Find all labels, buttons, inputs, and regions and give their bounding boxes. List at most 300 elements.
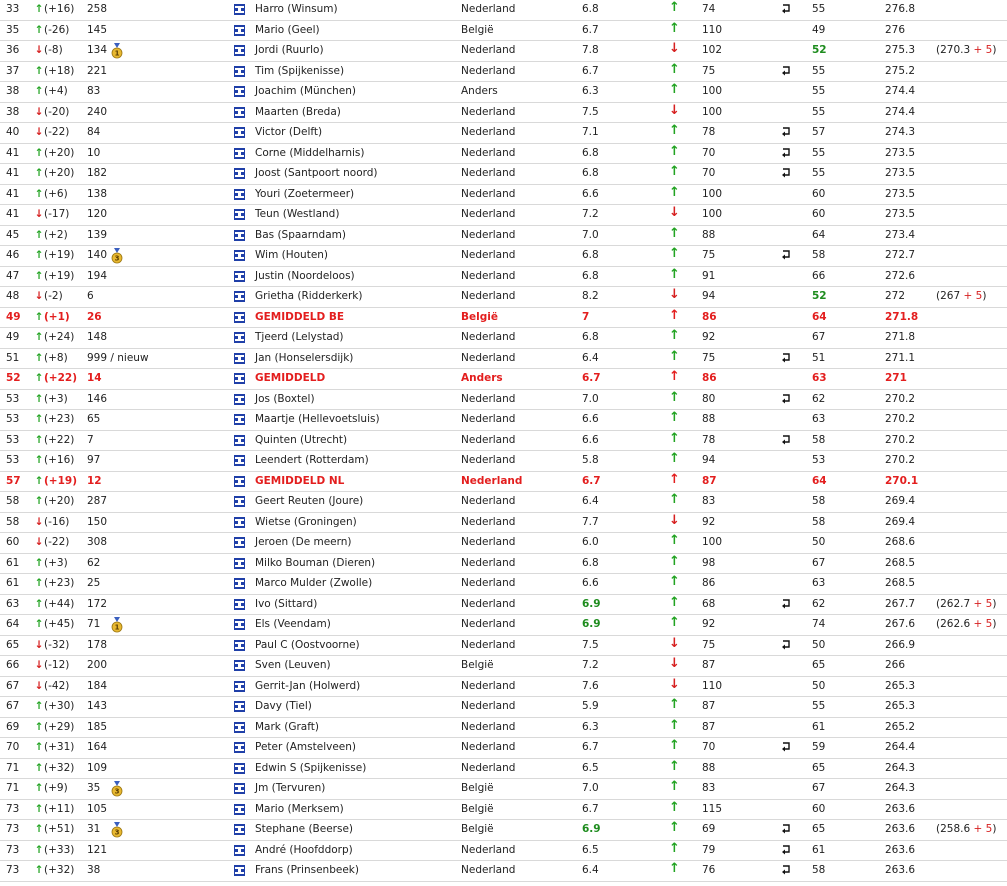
- table-row: [0, 472, 1007, 493]
- score-cell: 7.0: [582, 392, 599, 405]
- player-name[interactable]: GEMIDDELD: [255, 372, 326, 384]
- return-arrow-icon: [780, 598, 792, 610]
- points-cell: 87: [702, 474, 717, 487]
- player-name[interactable]: Wim (Houten): [255, 249, 329, 261]
- rank-cell: 70: [6, 741, 20, 753]
- arrow-up-icon: ↑: [34, 597, 44, 610]
- flag-icon: [234, 394, 245, 405]
- rank-change-cell: [34, 576, 74, 591]
- flag-icon: [234, 86, 245, 97]
- previous-rank-cell: 134: [87, 44, 108, 56]
- previous-rank-cell: 240: [87, 105, 108, 118]
- count-cell: 59: [812, 741, 826, 753]
- total-cell: 272.6: [885, 269, 916, 282]
- country-cell: Nederland: [461, 741, 516, 753]
- table-row: [0, 308, 1007, 329]
- country-cell: Nederland: [461, 433, 516, 446]
- arrow-down-icon: ↓: [34, 290, 44, 302]
- rank-cell: 71: [6, 761, 20, 774]
- rank-cell: 61: [6, 577, 20, 589]
- flag-icon: [234, 619, 245, 630]
- rank-change-cell: [34, 843, 74, 858]
- rank-change-cell: [34, 740, 74, 755]
- rank-change-cell: [34, 494, 74, 509]
- country-cell: België: [461, 782, 494, 794]
- country-cell: Nederland: [461, 474, 523, 487]
- arrow-up-icon: ↑: [34, 228, 44, 241]
- rank-cell: 67: [6, 700, 20, 712]
- rank-change-cell: [34, 166, 74, 181]
- total-cell: 272: [885, 290, 906, 302]
- return-arrow-icon: [780, 393, 792, 405]
- table-row: [0, 164, 1007, 185]
- rank-change-value: (+3): [44, 392, 68, 405]
- arrow-up-icon: ↑: [34, 556, 44, 569]
- player-name[interactable]: Jordi (Ruurlo): [255, 44, 324, 56]
- player-name[interactable]: GEMIDDELD BE: [255, 310, 344, 323]
- rank-cell: 49: [6, 331, 20, 343]
- rank-change-cell: [34, 433, 74, 448]
- player-name[interactable]: Paul C (Oostvoorne): [255, 638, 360, 651]
- trend-up-icon: ↑: [669, 389, 680, 405]
- score-cell: 7.5: [582, 105, 599, 118]
- count-cell: 64: [812, 310, 827, 323]
- rank-cell: 73: [6, 823, 20, 835]
- table-row: [0, 431, 1007, 452]
- points-cell: 83: [702, 782, 716, 794]
- player-name[interactable]: Corne (Middelharnis): [255, 146, 365, 159]
- score-cell: 6.8: [582, 3, 599, 15]
- points-cell: 100: [702, 208, 723, 220]
- country-cell: Nederland: [461, 269, 516, 282]
- points-cell: 86: [702, 372, 717, 384]
- player-name[interactable]: Els (Veendam): [255, 618, 331, 630]
- arrow-down-icon: ↓: [34, 536, 44, 548]
- total-cell: 264.3: [885, 782, 916, 794]
- points-cell: 75: [702, 249, 716, 261]
- trend-up-icon: ↑: [669, 307, 680, 323]
- player-name[interactable]: Ivo (Sittard): [255, 597, 318, 610]
- player-name[interactable]: Youri (Zoetermeer): [255, 187, 355, 200]
- total-cell: 276: [885, 23, 906, 36]
- rank-change-value: (-12): [44, 659, 70, 671]
- rank-cell: 60: [6, 536, 20, 548]
- previous-rank-cell: 138: [87, 187, 108, 200]
- total-cell: 270.2: [885, 454, 916, 466]
- trend-up-icon: ↑: [669, 123, 680, 138]
- rank-change-cell: [34, 392, 68, 407]
- flag-icon: [234, 701, 245, 712]
- rank-change-value: (+18): [44, 64, 75, 77]
- country-cell: Nederland: [461, 3, 516, 15]
- previous-rank-cell: 164: [87, 741, 108, 753]
- table-row: [0, 185, 1007, 206]
- arrow-up-icon: ↑: [34, 23, 44, 36]
- total-cell: 271.8: [885, 310, 919, 323]
- total-cell: 265.3: [885, 700, 916, 712]
- points-cell: 100: [702, 536, 723, 548]
- player-name[interactable]: Harro (Winsum): [255, 3, 338, 15]
- rank-cell: 41: [6, 167, 20, 179]
- player-name[interactable]: Davy (Tiel): [255, 700, 312, 712]
- country-cell: Nederland: [461, 167, 516, 179]
- total-cell: 263.6: [885, 864, 916, 876]
- rank-change-value: (-20): [44, 105, 70, 118]
- score-cell: 6.8: [582, 556, 599, 569]
- rank-change-value: (+19): [44, 269, 75, 282]
- table-row: [0, 328, 1007, 349]
- flag-icon: [234, 517, 245, 528]
- count-cell: 66: [812, 269, 826, 282]
- score-cell: 6.8: [582, 167, 599, 179]
- player-name[interactable]: Maartje (Hellevoetsluis): [255, 413, 380, 425]
- player-name[interactable]: Wietse (Groningen): [255, 515, 357, 528]
- score-cell: 7: [582, 310, 590, 323]
- country-cell: België: [461, 823, 494, 835]
- player-name[interactable]: Joost (Santpoort noord): [255, 167, 378, 179]
- arrow-up-icon: ↑: [34, 167, 44, 179]
- points-cell: 78: [702, 126, 716, 138]
- player-name[interactable]: Mark (Graft): [255, 720, 319, 733]
- previous-rank-cell: 182: [87, 167, 108, 179]
- rank-change-value: (+16): [44, 3, 75, 15]
- player-name[interactable]: Tim (Spijkenisse): [255, 64, 345, 77]
- country-cell: Nederland: [461, 515, 516, 528]
- total-cell: 270.2: [885, 433, 916, 446]
- arrow-up-icon: ↑: [34, 3, 44, 15]
- country-cell: Nederland: [461, 679, 516, 692]
- count-cell: 65: [812, 761, 826, 774]
- previous-rank-cell: 287: [87, 495, 108, 507]
- total-cell: 267.6: [885, 618, 916, 630]
- total-cell: 263.6: [885, 802, 916, 815]
- rank-cell: 52: [6, 372, 21, 384]
- table-row: [0, 738, 1007, 759]
- previous-rank-cell: 6: [87, 290, 94, 302]
- player-name[interactable]: Grietha (Ridderkerk): [255, 290, 363, 302]
- return-arrow-icon: [780, 823, 792, 835]
- previous-rank-cell: 200: [87, 659, 108, 671]
- player-name[interactable]: Mario (Geel): [255, 23, 320, 36]
- previous-rank-cell: 62: [87, 556, 101, 569]
- table-row: [0, 820, 1007, 841]
- player-name[interactable]: Justin (Noordeloos): [255, 269, 355, 282]
- arrow-up-icon: ↑: [34, 823, 44, 835]
- arrow-up-icon: ↑: [34, 741, 44, 753]
- table-row: [0, 697, 1007, 718]
- player-name[interactable]: Victor (Delft): [255, 126, 323, 138]
- table-row: [0, 62, 1007, 83]
- points-cell: 88: [702, 413, 716, 425]
- player-name[interactable]: Stephane (Beerse): [255, 823, 354, 835]
- arrow-up-icon: ↑: [34, 249, 44, 261]
- rank-cell: 53: [6, 433, 20, 446]
- table-row: [0, 615, 1007, 636]
- count-cell: 52: [812, 290, 827, 302]
- country-cell: Anders: [461, 85, 498, 97]
- previous-rank-cell: 148: [87, 331, 108, 343]
- arrow-down-icon: ↓: [34, 44, 44, 56]
- rank-change-value: (+19): [44, 474, 78, 487]
- player-name[interactable]: Peter (Amstelveen): [255, 741, 357, 753]
- player-name[interactable]: Marco Mulder (Zwolle): [255, 577, 373, 589]
- table-row: [0, 861, 1007, 882]
- country-cell: Anders: [461, 372, 503, 384]
- count-cell: 58: [812, 495, 826, 507]
- rank-change-cell: [34, 207, 69, 222]
- arrow-up-icon: ↑: [34, 618, 44, 630]
- rank-change-cell: [34, 23, 69, 38]
- table-row: [0, 410, 1007, 431]
- return-arrow-icon: [780, 249, 792, 261]
- flag-icon: [234, 107, 245, 118]
- player-name[interactable]: Jos (Boxtel): [255, 392, 315, 405]
- arrow-up-icon: ↑: [34, 310, 44, 323]
- count-cell: 50: [812, 679, 826, 692]
- points-cell: 78: [702, 433, 716, 446]
- table-row: [0, 246, 1007, 267]
- rank-change-cell: [34, 781, 68, 796]
- points-cell: 92: [702, 618, 716, 630]
- arrow-up-icon: ↑: [34, 843, 44, 856]
- player-name[interactable]: Maarten (Breda): [255, 105, 341, 118]
- trend-up-icon: ↑: [669, 738, 680, 753]
- previous-rank-cell: 71: [87, 618, 101, 630]
- player-name[interactable]: Edwin S (Spijkenisse): [255, 761, 367, 774]
- flag-icon: [234, 455, 245, 466]
- medal-icon: [111, 248, 123, 264]
- arrow-down-icon: ↓: [34, 208, 44, 220]
- score-cell: 7.5: [582, 638, 599, 651]
- flag-icon: [234, 168, 245, 179]
- rank-change-cell: [34, 617, 74, 632]
- rank-change-cell: [34, 371, 77, 386]
- country-cell: Nederland: [461, 413, 516, 425]
- flag-icon: [234, 353, 245, 364]
- previous-rank-cell: 83: [87, 85, 101, 97]
- count-cell: 55: [812, 64, 826, 77]
- country-cell: Nederland: [461, 64, 516, 77]
- trend-down-icon: ↓: [669, 41, 680, 56]
- player-name[interactable]: Gerrit-Jan (Holwerd): [255, 679, 361, 692]
- score-cell: 6.7: [582, 474, 601, 487]
- count-cell: 67: [812, 331, 826, 343]
- svg-text:1: 1: [114, 49, 120, 58]
- rank-change-cell: [34, 597, 74, 612]
- player-name[interactable]: Jeroen (De meern): [255, 536, 352, 548]
- arrow-up-icon: ↑: [34, 64, 44, 77]
- return-arrow-icon: [780, 639, 792, 651]
- rank-cell: 65: [6, 638, 20, 651]
- rank-change-value: (+45): [44, 618, 75, 630]
- rank-change-cell: [34, 269, 74, 284]
- player-name[interactable]: Sven (Leuven): [255, 659, 331, 671]
- country-cell: Nederland: [461, 208, 516, 220]
- country-cell: Nederland: [461, 290, 516, 302]
- previous-rank-cell: 35: [87, 782, 101, 794]
- svg-text:3: 3: [114, 828, 120, 837]
- flag-icon: [234, 722, 245, 733]
- score-cell: 6.8: [582, 249, 599, 261]
- count-cell: 61: [812, 720, 826, 733]
- player-name[interactable]: Geert Reuten (Joure): [255, 495, 364, 507]
- points-cell: 79: [702, 843, 716, 856]
- country-cell: Nederland: [461, 331, 516, 343]
- rank-cell: 38: [6, 105, 20, 118]
- points-cell: 68: [702, 597, 716, 610]
- count-cell: 64: [812, 228, 826, 241]
- count-cell: 58: [812, 864, 826, 876]
- arrow-up-icon: ↑: [34, 187, 44, 200]
- table-row: [0, 554, 1007, 575]
- arrow-up-icon: ↑: [34, 761, 44, 774]
- score-cell: 7.2: [582, 208, 599, 220]
- country-cell: Nederland: [461, 392, 516, 405]
- rank-change-cell: [34, 412, 74, 427]
- trend-up-icon: ↑: [669, 820, 680, 835]
- rank-change-cell: [34, 289, 63, 304]
- flag-icon: [234, 127, 245, 138]
- player-name[interactable]: Leendert (Rotterdam): [255, 454, 369, 466]
- bonus-cell: (262.7 + 5): [936, 597, 997, 610]
- country-cell: Nederland: [461, 700, 516, 712]
- rank-change-cell: [34, 638, 69, 653]
- rank-change-value: (-32): [44, 638, 70, 651]
- count-cell: 64: [812, 474, 827, 487]
- country-cell: Nederland: [461, 720, 516, 733]
- count-cell: 60: [812, 187, 826, 200]
- previous-rank-cell: 10: [87, 146, 101, 159]
- count-cell: 55: [812, 700, 826, 712]
- flag-icon: [234, 496, 245, 507]
- player-name[interactable]: GEMIDDELD NL: [255, 474, 345, 487]
- player-name[interactable]: Teun (Westland): [255, 208, 340, 220]
- player-name[interactable]: Jan (Honselersdijk): [255, 351, 354, 364]
- score-cell: 6.7: [582, 741, 599, 753]
- score-cell: 5.9: [582, 700, 599, 712]
- rank-change-value: (+20): [44, 146, 75, 159]
- rank-change-value: (+8): [44, 351, 68, 364]
- points-cell: 98: [702, 556, 716, 569]
- rank-cell: 37: [6, 64, 20, 77]
- total-cell: 265.3: [885, 679, 916, 692]
- previous-rank-cell: 65: [87, 413, 101, 425]
- flag-icon: [234, 332, 245, 343]
- player-name[interactable]: Tjeerd (Lelystad): [255, 331, 344, 343]
- score-cell: 6.4: [582, 351, 599, 364]
- previous-rank-cell: 194: [87, 269, 108, 282]
- return-arrow-icon: [780, 352, 792, 364]
- player-name[interactable]: André (Hoofddorp): [255, 843, 353, 856]
- flag-icon: [234, 25, 245, 36]
- player-name[interactable]: Milko Bouman (Dieren): [255, 556, 376, 569]
- rank-change-value: (+9): [44, 782, 68, 794]
- rank-change-cell: [34, 863, 74, 878]
- table-row: [0, 718, 1007, 739]
- score-cell: 7.0: [582, 782, 599, 794]
- player-name[interactable]: Frans (Prinsenbeek): [255, 864, 359, 876]
- player-name[interactable]: Quinten (Utrecht): [255, 433, 348, 446]
- points-cell: 75: [702, 351, 716, 364]
- table-row: [0, 451, 1007, 472]
- score-cell: 6.5: [582, 843, 599, 856]
- rank-change-value: (-2): [44, 290, 63, 302]
- country-cell: Nederland: [461, 126, 516, 138]
- player-name[interactable]: Mario (Merksem): [255, 802, 344, 815]
- rank-change-cell: [34, 84, 68, 99]
- rank-change-value: (+24): [44, 331, 75, 343]
- score-cell: 6.6: [582, 433, 599, 446]
- previous-rank-cell: 97: [87, 454, 101, 466]
- trend-up-icon: ↑: [669, 143, 680, 159]
- flag-icon: [234, 558, 245, 569]
- previous-rank-cell: 25: [87, 577, 101, 589]
- table-row: [0, 595, 1007, 616]
- rank-change-cell: [34, 761, 74, 776]
- count-cell: 63: [812, 577, 826, 589]
- previous-rank-cell: 140: [87, 249, 108, 261]
- rank-change-value: (+16): [44, 454, 75, 466]
- arrow-up-icon: ↑: [34, 269, 44, 282]
- trend-down-icon: ↓: [669, 635, 680, 651]
- rank-change-cell: [34, 228, 68, 243]
- rank-cell: 51: [6, 351, 20, 364]
- points-cell: 74: [702, 3, 716, 15]
- points-cell: 92: [702, 331, 716, 343]
- count-cell: 67: [812, 556, 826, 569]
- table-row: [0, 492, 1007, 513]
- rank-change-value: (+20): [44, 495, 75, 507]
- trend-up-icon: ↑: [669, 861, 680, 876]
- player-name[interactable]: Bas (Spaarndam): [255, 228, 346, 241]
- flag-icon: [234, 45, 245, 56]
- points-cell: 100: [702, 187, 723, 200]
- table-row: [0, 226, 1007, 247]
- rank-cell: 63: [6, 597, 20, 610]
- rank-change-value: (+44): [44, 597, 75, 610]
- return-arrow-icon: [780, 65, 792, 77]
- player-name[interactable]: Joachim (München): [255, 85, 356, 97]
- arrow-down-icon: ↓: [34, 105, 44, 118]
- previous-rank-cell: 178: [87, 638, 108, 651]
- score-cell: 7.2: [582, 659, 599, 671]
- total-cell: 264.4: [885, 741, 916, 753]
- return-arrow-icon: [780, 167, 792, 179]
- flag-icon: [234, 66, 245, 77]
- score-cell: 6.7: [582, 372, 601, 384]
- return-arrow-icon: [780, 434, 792, 446]
- trend-down-icon: ↓: [669, 287, 680, 302]
- total-cell: 275.3: [885, 44, 916, 56]
- total-cell: 273.4: [885, 228, 916, 241]
- score-cell: 6.5: [582, 761, 599, 774]
- previous-rank-cell: 143: [87, 700, 108, 712]
- trend-up-icon: ↑: [669, 369, 680, 384]
- count-cell: 55: [812, 167, 826, 179]
- rank-cell: 69: [6, 720, 20, 733]
- table-row: [0, 0, 1007, 21]
- arrow-up-icon: ↑: [34, 782, 44, 794]
- arrow-up-icon: ↑: [34, 474, 44, 487]
- total-cell: 263.6: [885, 843, 916, 856]
- arrow-up-icon: ↑: [34, 700, 44, 712]
- total-cell: 270.1: [885, 474, 919, 487]
- country-cell: Nederland: [461, 228, 516, 241]
- player-name[interactable]: Jm (Tervuren): [255, 782, 326, 794]
- total-cell: 274.4: [885, 105, 916, 118]
- total-cell: 270.2: [885, 413, 916, 425]
- count-cell: 57: [812, 126, 826, 138]
